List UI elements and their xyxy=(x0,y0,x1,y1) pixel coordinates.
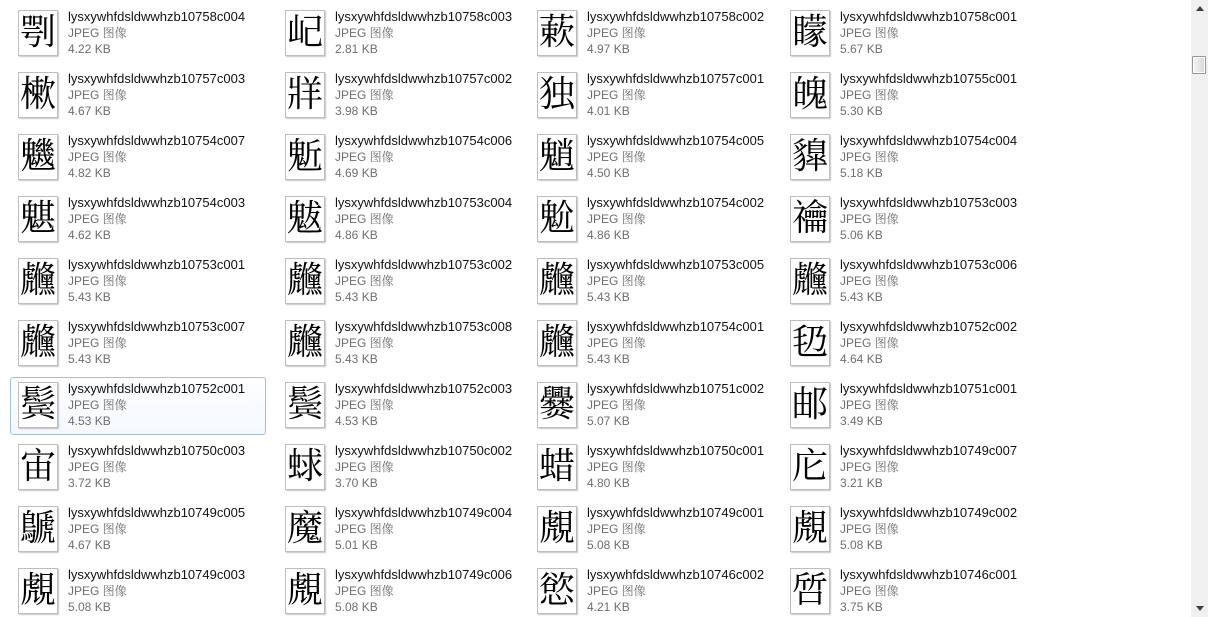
file-meta xyxy=(840,257,1017,306)
file-thumbnail xyxy=(285,258,325,304)
file-size: 5.43 KB xyxy=(68,352,111,366)
file-name: lysxywhfdsldwwhzb10754c005 xyxy=(587,133,765,148)
file-size: 3.75 KB xyxy=(840,600,883,614)
file-name: lysxywhfdsldwwhzb10753c003 xyxy=(840,195,1018,210)
file-item[interactable] xyxy=(782,129,1038,187)
file-type: JPEG 图像 xyxy=(840,88,899,102)
file-type: JPEG 图像 xyxy=(840,26,899,40)
file-thumbnail xyxy=(285,72,325,118)
file-size: 5.08 KB xyxy=(335,600,378,614)
glyph-image: 魄 xyxy=(791,74,828,115)
file-size: 4.97 KB xyxy=(587,42,630,56)
glyph-image: 魕 xyxy=(19,136,56,177)
file-type: JPEG 图像 xyxy=(587,274,646,288)
file-name: lysxywhfdsldwwhzb10752c001 xyxy=(68,381,246,396)
file-meta xyxy=(840,195,1017,244)
glyph-image: 鬓 xyxy=(19,384,56,425)
file-type: JPEG 图像 xyxy=(68,460,127,474)
glyph-image: 覤 xyxy=(286,570,323,611)
file-meta xyxy=(68,319,245,368)
file-meta xyxy=(587,505,764,554)
file-size: 4.53 KB xyxy=(68,414,111,428)
file-thumbnail xyxy=(790,196,830,242)
file-meta xyxy=(68,381,245,430)
file-name: lysxywhfdsldwwhzb10758c002 xyxy=(587,9,765,24)
file-type: JPEG 图像 xyxy=(335,398,394,412)
file-meta xyxy=(68,443,245,492)
glyph-image: 虪 xyxy=(791,260,828,301)
file-type: JPEG 图像 xyxy=(68,150,127,164)
file-meta xyxy=(587,9,764,58)
file-thumbnail xyxy=(790,568,830,614)
file-type: JPEG 图像 xyxy=(840,398,899,412)
file-item[interactable] xyxy=(10,129,266,187)
file-thumbnail xyxy=(285,568,325,614)
glyph-image: 屺 xyxy=(286,12,323,53)
file-name: lysxywhfdsldwwhzb10754c003 xyxy=(68,195,246,210)
file-size: 4.86 KB xyxy=(335,228,378,242)
file-meta xyxy=(335,257,512,306)
file-item[interactable] xyxy=(782,5,1038,63)
file-meta xyxy=(335,319,512,368)
file-name: lysxywhfdsldwwhzb10758c003 xyxy=(335,9,513,24)
file-size: 4.01 KB xyxy=(587,104,630,118)
scroll-up-icon xyxy=(1196,6,1204,11)
file-type: JPEG 图像 xyxy=(68,336,127,350)
file-type: JPEG 图像 xyxy=(68,88,127,102)
glyph-image: 鬓 xyxy=(286,384,323,425)
file-name: lysxywhfdsldwwhzb10757c003 xyxy=(68,71,246,86)
file-type: JPEG 图像 xyxy=(840,336,899,350)
glyph-image: 虪 xyxy=(19,322,56,363)
glyph-image: 牂 xyxy=(286,74,323,115)
file-type: JPEG 图像 xyxy=(587,336,646,350)
file-name: lysxywhfdsldwwhzb10753c001 xyxy=(68,257,246,272)
file-size: 4.69 KB xyxy=(335,166,378,180)
glyph-image: 㓵 xyxy=(19,12,56,53)
scroll-up-button[interactable] xyxy=(1191,0,1208,17)
file-meta xyxy=(335,9,512,58)
file-thumbnail xyxy=(537,134,577,180)
file-name: lysxywhfdsldwwhzb10753c005 xyxy=(587,257,765,272)
file-name: lysxywhfdsldwwhzb10749c007 xyxy=(840,443,1018,458)
file-size: 4.53 KB xyxy=(335,414,378,428)
file-type: JPEG 图像 xyxy=(587,150,646,164)
glyph-image: 鬿 xyxy=(286,136,323,177)
file-thumbnail xyxy=(18,258,58,304)
file-type: JPEG 图像 xyxy=(68,522,127,536)
file-item[interactable] xyxy=(10,377,266,435)
file-meta xyxy=(587,257,764,306)
file-thumbnail xyxy=(537,568,577,614)
file-type: JPEG 图像 xyxy=(587,584,646,598)
file-name: lysxywhfdsldwwhzb10754c002 xyxy=(587,195,765,210)
file-meta xyxy=(840,567,1017,616)
file-item[interactable] xyxy=(782,439,1038,497)
file-type: JPEG 图像 xyxy=(335,584,394,598)
file-type: JPEG 图像 xyxy=(335,88,394,102)
glyph-image: 魀 xyxy=(538,198,575,239)
file-name: lysxywhfdsldwwhzb10755c001 xyxy=(840,71,1018,86)
file-meta xyxy=(68,9,245,58)
file-size: 5.67 KB xyxy=(840,42,883,56)
file-thumbnail xyxy=(18,382,58,428)
file-item[interactable] xyxy=(529,191,785,249)
file-name: lysxywhfdsldwwhzb10749c003 xyxy=(68,567,246,582)
file-thumbnail xyxy=(790,382,830,428)
file-item[interactable] xyxy=(277,377,533,435)
file-name: lysxywhfdsldwwhzb10751c001 xyxy=(840,381,1018,396)
file-type: JPEG 图像 xyxy=(335,522,394,536)
file-type: JPEG 图像 xyxy=(840,212,899,226)
file-thumbnail xyxy=(285,506,325,552)
file-size: 5.43 KB xyxy=(335,290,378,304)
file-name: lysxywhfdsldwwhzb10750c001 xyxy=(587,443,765,458)
file-item[interactable] xyxy=(529,5,785,63)
file-item[interactable] xyxy=(529,129,785,187)
file-item[interactable] xyxy=(782,191,1038,249)
file-item[interactable] xyxy=(10,439,266,497)
file-meta xyxy=(840,71,1017,120)
file-meta xyxy=(587,443,764,492)
file-thumbnail xyxy=(18,196,58,242)
file-item[interactable] xyxy=(529,563,785,617)
file-type: JPEG 图像 xyxy=(840,460,899,474)
file-size: 4.86 KB xyxy=(587,228,630,242)
glyph-image: 魔 xyxy=(286,508,323,549)
file-item[interactable] xyxy=(10,191,266,249)
glyph-image: 魃 xyxy=(286,198,323,239)
file-thumbnail xyxy=(537,258,577,304)
file-name: lysxywhfdsldwwhzb10749c006 xyxy=(335,567,513,582)
file-type: JPEG 图像 xyxy=(840,150,899,164)
file-size: 3.21 KB xyxy=(840,476,883,490)
file-name: lysxywhfdsldwwhzb10753c007 xyxy=(68,319,246,334)
file-item[interactable] xyxy=(10,315,266,373)
glyph-image: 覤 xyxy=(19,570,56,611)
file-item[interactable] xyxy=(782,377,1038,435)
file-thumbnail xyxy=(285,134,325,180)
file-meta xyxy=(68,71,245,120)
file-thumbnail xyxy=(790,134,830,180)
file-size: 4.62 KB xyxy=(68,228,111,242)
file-meta xyxy=(68,133,245,182)
file-size: 5.08 KB xyxy=(840,538,883,552)
glyph-image: 虪 xyxy=(19,260,56,301)
glyph-image: 覤 xyxy=(538,508,575,549)
file-meta xyxy=(587,71,764,120)
file-meta xyxy=(68,505,245,554)
file-meta xyxy=(68,567,245,616)
file-name: lysxywhfdsldwwhzb10746c001 xyxy=(840,567,1018,582)
glyph-image: 独 xyxy=(538,74,575,115)
file-name: lysxywhfdsldwwhzb10752c003 xyxy=(335,381,513,396)
file-type: JPEG 图像 xyxy=(587,522,646,536)
file-item[interactable] xyxy=(529,377,785,435)
file-type: JPEG 图像 xyxy=(587,88,646,102)
file-size: 5.43 KB xyxy=(68,290,111,304)
glyph-image: 虪 xyxy=(286,260,323,301)
file-thumbnail xyxy=(537,320,577,366)
file-type: JPEG 图像 xyxy=(335,26,394,40)
file-meta xyxy=(840,133,1017,182)
file-thumbnail xyxy=(537,10,577,56)
file-size: 5.43 KB xyxy=(587,290,630,304)
file-item[interactable] xyxy=(782,563,1038,617)
file-name: lysxywhfdsldwwhzb10753c002 xyxy=(335,257,513,272)
file-type: JPEG 图像 xyxy=(68,26,127,40)
glyph-image: 蜡 xyxy=(538,446,575,487)
file-size: 5.06 KB xyxy=(840,228,883,242)
file-name: lysxywhfdsldwwhzb10753c004 xyxy=(335,195,513,210)
file-name: lysxywhfdsldwwhzb10754c006 xyxy=(335,133,513,148)
file-item[interactable] xyxy=(10,501,266,559)
file-name: lysxywhfdsldwwhzb10754c004 xyxy=(840,133,1018,148)
glyph-image: 爨 xyxy=(538,384,575,425)
file-type: JPEG 图像 xyxy=(840,522,899,536)
file-item[interactable] xyxy=(277,5,533,63)
scroll-down-button[interactable] xyxy=(1191,600,1208,617)
file-size: 5.43 KB xyxy=(840,290,883,304)
glyph-image: 蛷 xyxy=(286,446,323,487)
file-type: JPEG 图像 xyxy=(68,212,127,226)
scroll-down-icon xyxy=(1196,606,1204,611)
file-type: JPEG 图像 xyxy=(335,274,394,288)
glyph-image: 覤 xyxy=(791,508,828,549)
file-name: lysxywhfdsldwwhzb10752c002 xyxy=(840,319,1018,334)
file-item[interactable] xyxy=(782,253,1038,311)
file-size: 5.43 KB xyxy=(587,352,630,366)
file-meta xyxy=(335,195,512,244)
file-size: 5.18 KB xyxy=(840,166,883,180)
file-thumbnail xyxy=(18,10,58,56)
file-size: 5.01 KB xyxy=(335,538,378,552)
file-item[interactable] xyxy=(10,67,266,125)
file-meta xyxy=(335,133,512,182)
file-name: lysxywhfdsldwwhzb10749c001 xyxy=(587,505,765,520)
file-size: 5.30 KB xyxy=(840,104,883,118)
file-item[interactable] xyxy=(277,439,533,497)
file-item[interactable] xyxy=(10,563,266,617)
file-item[interactable] xyxy=(529,67,785,125)
file-meta xyxy=(335,567,512,616)
file-size: 3.70 KB xyxy=(335,476,378,490)
file-type: JPEG 图像 xyxy=(587,26,646,40)
file-thumbnail xyxy=(537,196,577,242)
file-name: lysxywhfdsldwwhzb10753c006 xyxy=(840,257,1018,272)
file-name: lysxywhfdsldwwhzb10757c002 xyxy=(335,71,513,86)
glyph-image: 啠 xyxy=(791,570,828,611)
file-name: lysxywhfdsldwwhzb10758c004 xyxy=(68,9,246,24)
file-thumbnail xyxy=(285,382,325,428)
file-thumbnail xyxy=(18,72,58,118)
file-thumbnail xyxy=(18,568,58,614)
file-type: JPEG 图像 xyxy=(335,336,394,350)
file-item[interactable] xyxy=(529,315,785,373)
file-size: 4.82 KB xyxy=(68,166,111,180)
file-item[interactable] xyxy=(10,5,266,63)
file-meta xyxy=(587,381,764,430)
file-name: lysxywhfdsldwwhzb10749c002 xyxy=(840,505,1018,520)
file-item[interactable] xyxy=(529,501,785,559)
file-thumbnail xyxy=(18,506,58,552)
file-item[interactable] xyxy=(277,501,533,559)
glyph-image: 慾 xyxy=(538,570,575,611)
file-item[interactable] xyxy=(277,315,533,373)
file-meta xyxy=(587,133,764,182)
file-thumbnail xyxy=(285,196,325,242)
file-item[interactable] xyxy=(782,67,1038,125)
file-name: lysxywhfdsldwwhzb10753c008 xyxy=(335,319,513,334)
file-thumbnail xyxy=(790,320,830,366)
file-thumbnail xyxy=(537,72,577,118)
file-type: JPEG 图像 xyxy=(587,212,646,226)
file-item[interactable] xyxy=(529,439,785,497)
file-type: JPEG 图像 xyxy=(840,584,899,598)
file-thumbnail xyxy=(790,506,830,552)
file-meta xyxy=(840,381,1017,430)
file-size: 4.22 KB xyxy=(68,42,111,56)
file-item[interactable] xyxy=(529,253,785,311)
file-name: lysxywhfdsldwwhzb10751c002 xyxy=(587,381,765,396)
file-size: 3.72 KB xyxy=(68,476,111,490)
file-size: 5.08 KB xyxy=(587,538,630,552)
file-thumbnail xyxy=(537,506,577,552)
file-thumbnail xyxy=(537,444,577,490)
file-type: JPEG 图像 xyxy=(68,274,127,288)
file-meta xyxy=(68,195,245,244)
file-meta xyxy=(335,443,512,492)
file-type: JPEG 图像 xyxy=(68,584,127,598)
file-name: lysxywhfdsldwwhzb10749c004 xyxy=(335,505,513,520)
file-type: JPEG 图像 xyxy=(335,150,394,164)
file-size: 4.67 KB xyxy=(68,538,111,552)
file-item[interactable] xyxy=(10,253,266,311)
file-thumbnail xyxy=(790,444,830,490)
file-size: 3.98 KB xyxy=(335,104,378,118)
glyph-image: 樕 xyxy=(19,74,56,115)
file-thumbnail xyxy=(285,444,325,490)
file-thumbnail xyxy=(285,10,325,56)
file-name: lysxywhfdsldwwhzb10754c007 xyxy=(68,133,246,148)
file-meta xyxy=(587,319,764,368)
file-name: lysxywhfdsldwwhzb10750c003 xyxy=(68,443,246,458)
file-item[interactable] xyxy=(277,67,533,125)
file-item[interactable] xyxy=(277,563,533,617)
file-type: JPEG 图像 xyxy=(335,460,394,474)
file-size: 4.80 KB xyxy=(587,476,630,490)
file-type: JPEG 图像 xyxy=(587,460,646,474)
file-size: 4.50 KB xyxy=(587,166,630,180)
file-type: JPEG 图像 xyxy=(587,398,646,412)
file-meta xyxy=(335,505,512,554)
glyph-image: 虪 xyxy=(538,322,575,363)
file-size: 3.49 KB xyxy=(840,414,883,428)
file-meta xyxy=(840,505,1017,554)
file-thumbnail xyxy=(285,320,325,366)
file-name: lysxywhfdsldwwhzb10757c001 xyxy=(587,71,765,86)
vertical-scrollbar[interactable] xyxy=(1191,0,1208,617)
file-meta xyxy=(840,9,1017,58)
file-meta xyxy=(840,443,1017,492)
file-item[interactable] xyxy=(782,501,1038,559)
glyph-image: 虪 xyxy=(538,260,575,301)
file-thumbnail xyxy=(18,320,58,366)
file-item[interactable] xyxy=(277,191,533,249)
glyph-image: 邮 xyxy=(791,384,828,425)
file-thumbnail xyxy=(790,258,830,304)
scrollbar-thumb[interactable] xyxy=(1192,56,1206,74)
file-meta xyxy=(68,257,245,306)
file-thumbnail xyxy=(18,134,58,180)
file-name: lysxywhfdsldwwhzb10746c002 xyxy=(587,567,765,582)
file-size: 4.64 KB xyxy=(840,352,883,366)
glyph-image: 䝥 xyxy=(791,136,828,177)
file-item[interactable] xyxy=(782,315,1038,373)
glyph-image: 虪 xyxy=(286,322,323,363)
file-thumbnail xyxy=(18,444,58,490)
glyph-image: 魈 xyxy=(538,136,575,177)
file-size: 4.67 KB xyxy=(68,104,111,118)
file-size: 5.08 KB xyxy=(68,600,111,614)
file-name: lysxywhfdsldwwhzb10750c002 xyxy=(335,443,513,458)
file-meta xyxy=(840,319,1017,368)
glyph-image: 鷈 xyxy=(19,508,56,549)
file-size: 5.07 KB xyxy=(587,414,630,428)
glyph-image: 禴 xyxy=(791,198,828,239)
glyph-image: 矇 xyxy=(791,12,828,53)
file-size: 2.81 KB xyxy=(335,42,378,56)
file-name: lysxywhfdsldwwhzb10749c005 xyxy=(68,505,246,520)
file-grid xyxy=(10,5,1042,617)
glyph-image: 㲌 xyxy=(791,322,828,363)
file-size: 4.21 KB xyxy=(587,600,630,614)
file-size: 5.43 KB xyxy=(335,352,378,366)
file-type: JPEG 图像 xyxy=(840,274,899,288)
glyph-image: 蔌 xyxy=(538,12,575,53)
file-thumbnail xyxy=(790,10,830,56)
file-name: lysxywhfdsldwwhzb10754c001 xyxy=(587,319,765,334)
file-type: JPEG 图像 xyxy=(68,398,127,412)
file-meta xyxy=(587,195,764,244)
file-meta xyxy=(335,381,512,430)
file-thumbnail xyxy=(790,72,830,118)
file-item[interactable] xyxy=(277,129,533,187)
file-meta xyxy=(587,567,764,616)
glyph-image: 庀 xyxy=(791,446,828,487)
file-type: JPEG 图像 xyxy=(335,212,394,226)
file-item[interactable] xyxy=(277,253,533,311)
file-meta xyxy=(335,71,512,120)
file-name: lysxywhfdsldwwhzb10758c001 xyxy=(840,9,1018,24)
glyph-image: 宙 xyxy=(19,446,56,487)
glyph-image: 魌 xyxy=(19,198,56,239)
file-thumbnail xyxy=(537,382,577,428)
